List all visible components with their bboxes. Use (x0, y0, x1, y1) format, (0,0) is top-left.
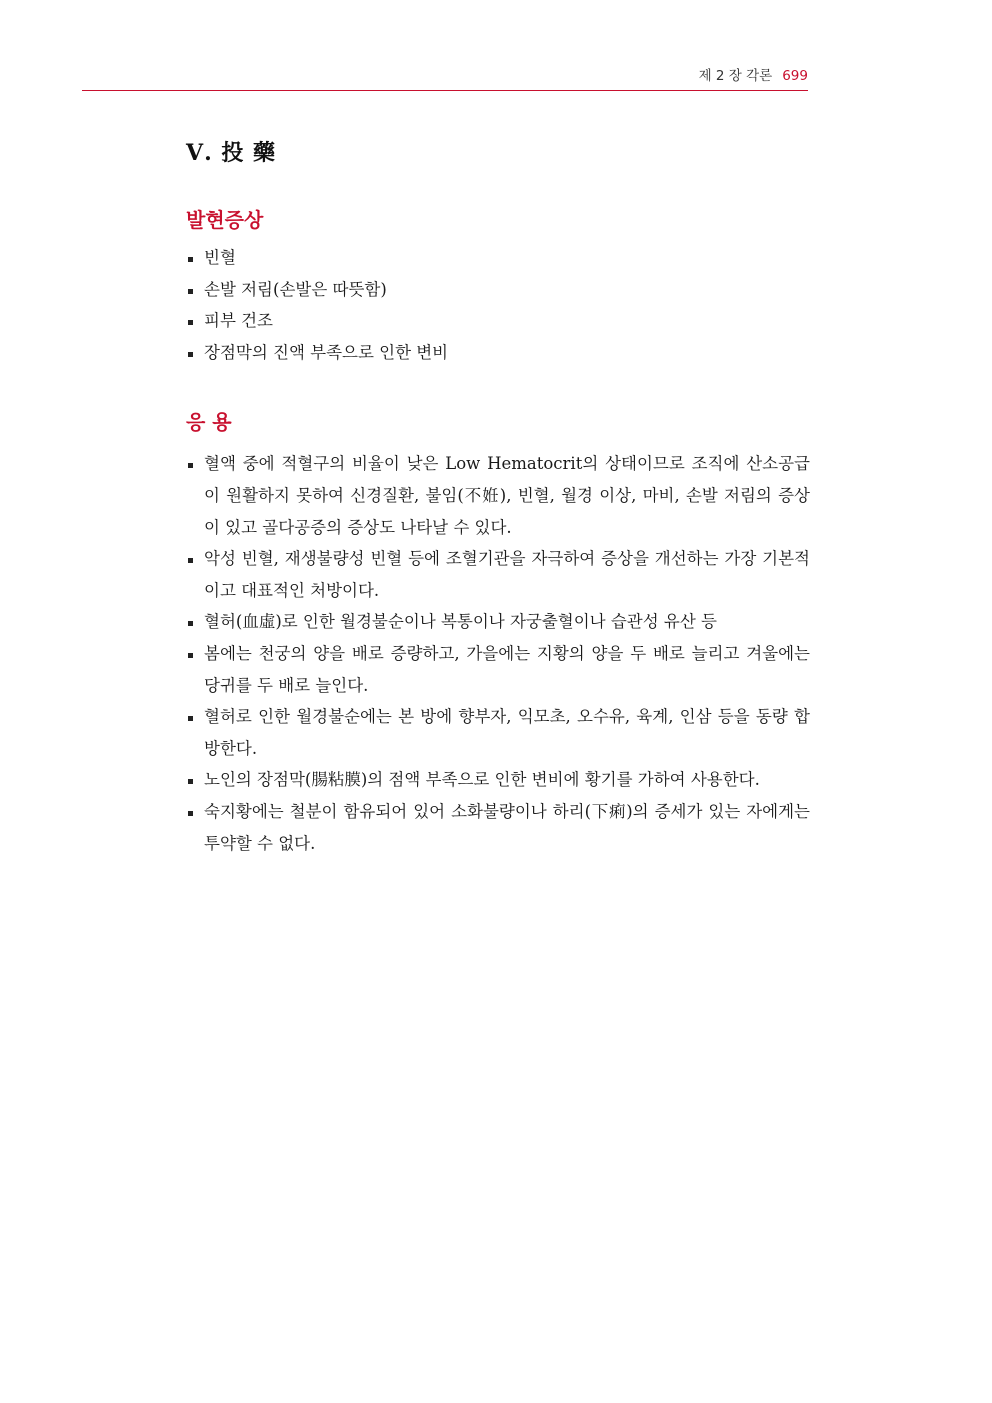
usage-heading: 응 용 (186, 410, 232, 435)
list-item: 피부 건조 (186, 305, 810, 337)
section-title: Ⅴ. 投 藥 (186, 140, 277, 166)
list-item: 노인의 장점막(腸粘膜)의 점액 부족으로 인한 변비에 황기를 가하여 사용한다. (186, 764, 810, 796)
list-item: 숙지황에는 철분이 함유되어 있어 소화불량이나 하리(下痢)의 증세가 있는 자에게는 투약할 수 없다. (186, 796, 810, 859)
header-text (699, 66, 808, 86)
list-item: 혈허로 인한 월경불순에는 본 방에 향부자, 익모초, 오수유, 육계, 인삼 등을 동량 합방한다. (186, 701, 810, 764)
page-number: 699 (782, 68, 808, 84)
list-item: 빈혈 (186, 242, 810, 274)
list-item: 장점막의 진액 부족으로 인한 변비 (186, 337, 810, 369)
usage-list (186, 448, 810, 859)
chapter-label: 제 2 장 각론 (698, 68, 773, 84)
list-item: 혈액 중에 적혈구의 비율이 낮은 Low Hematocrit의 상태이므로 조직에 산소공급이 원활하지 못하여 신경질환, 불임(不姙), 빈혈, 월경 이상, 마비, 손발 저림의 증상이 있고 골다공증의 증상도 나타날 수 있다. (186, 448, 810, 543)
main-content (186, 138, 810, 859)
list-item: 혈허(血虛)로 인한 월경불순이나 복통이나 자궁출혈이나 습관성 유산 등 (186, 606, 810, 638)
list-item: 악성 빈혈, 재생불량성 빈혈 등에 조혈기관을 자극하여 증상을 개선하는 가장 기본적이고 대표적인 처방이다. (186, 543, 810, 606)
symptoms-heading: 발현증상 (186, 208, 264, 232)
symptoms-list (186, 242, 810, 368)
running-header (82, 66, 808, 91)
list-item: 손발 저림(손발은 따뜻함) (186, 274, 810, 306)
list-item: 봄에는 천궁의 양을 배로 증량하고, 가을에는 지황의 양을 두 배로 늘리고 겨울에는 당귀를 두 배로 늘인다. (186, 638, 810, 701)
